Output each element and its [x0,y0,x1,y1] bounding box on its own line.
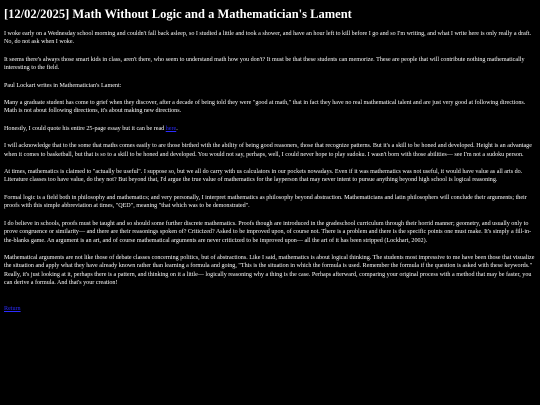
paragraph-proofs: I do believe in schools, proofs must be taught and so should some further discrete mathematics. Proofs though are introduced in the gradeschool curriculum through their horrid manner; geometry, and usually only to prove congruence or similarity— and there are their reasonings spoken of? Criticized? Asked to be improved upon, of course not. There is a problem and there is the specific points one must make. It's simply a fill-in-the-blanks game. An argument is an art, and of course mathematical arguments are never criticized to be improved upon— all the art of it has been stripped (Lockhart, 2002). [4,220,532,244]
paragraph-arguments: Mathematical arguments are not like those of debate classes concerning politics, but of abstractions. Like I said, mathematics is about logical thinking. The students most impressive to me have been those that visualize the situation and apply what they have already known rather than learning a formula and going, "This is the situation in which the formula is used. Remember the formula if the question is asked with these keywords." Really, it's just looking at it, perhaps there is a pattern, and thinking on it a little— logically reasoning why a thing is the case. Perhaps afterward, comparing your original process with a method that may be faster, you can derive a formula. And that's your creation! [4,254,535,287]
essay-link-suffix: . [176,125,178,132]
essay-link[interactable]: here [165,125,177,132]
paragraph-skill: I will acknowledge that to the some that maths comes easily to are those birthed with the ability of being good reasoners, those that recognize patterns. But it's a skill to be honed and developed. Height is an advantage when it comes to basketball, but that is so to a skill to be honed and developed. You would not say, perhaps, well, I could never hope to play sudoku. I wasn't born with those abilities— see I'm not a sudoku person. [4,143,532,158]
paragraph-useful: At times, mathematics is claimed to "actually be useful". I suppose so, but we all do carry with us calculators in our pockets nowadays. Even if it was mathematics was not useful, it would have value as all arts do. Literature classes too have value, do they not? But beyond that, I'd argue the true value of mathematics for the layperson that may never intent to pursue anything beyond high school is logical reasoning. [4,169,523,184]
paragraph-quote: Many a graduate student has come to grief when they discover, after a decade of being told they were "good at math," that in fact they have no real mathematical talent and are just very good at following directions. Math is not about following directions, it's about making new directions. [4,100,526,115]
paragraph-quote-intro: Paul Lockart writes in Mathematician's Lament: [4,82,122,89]
paragraph-formal-logic: Formal logic is a field both in philosophy and mathematics; and very personally, I interpret mathematics as philosophy beyond abstraction. Mathematicians and latin philosophers will conclude their arguments; their proofs with this simple abbreviation at times, "QED", meaning "that which was to be demonstrated". [4,194,527,210]
paragraph-intro: I woke early on a Wednesday school morning and couldn't fall back asleep, so I studied a little and took a shower, and have an hour left to kill before I go and so I'm writing, and what I write here is only really a draft. No, do not ask when I woke. [4,31,532,46]
paragraph-essay-link [4,125,536,133]
page-title: [12/02/2025] Math Without Logic and a Mathematician's Lament [4,7,352,21]
return-link[interactable]: Return [4,305,21,312]
paragraph-smart-kids: It seems there's always those smart kids in class, aren't there, who seem to understand math how you don't? It must be that these students can memorize. These are people that will contribute nothing mathematically interesting to the field. [4,56,525,72]
essay-link-prefix: Honestly, I could quote his entire 25-page essay but it can be read [4,125,166,132]
